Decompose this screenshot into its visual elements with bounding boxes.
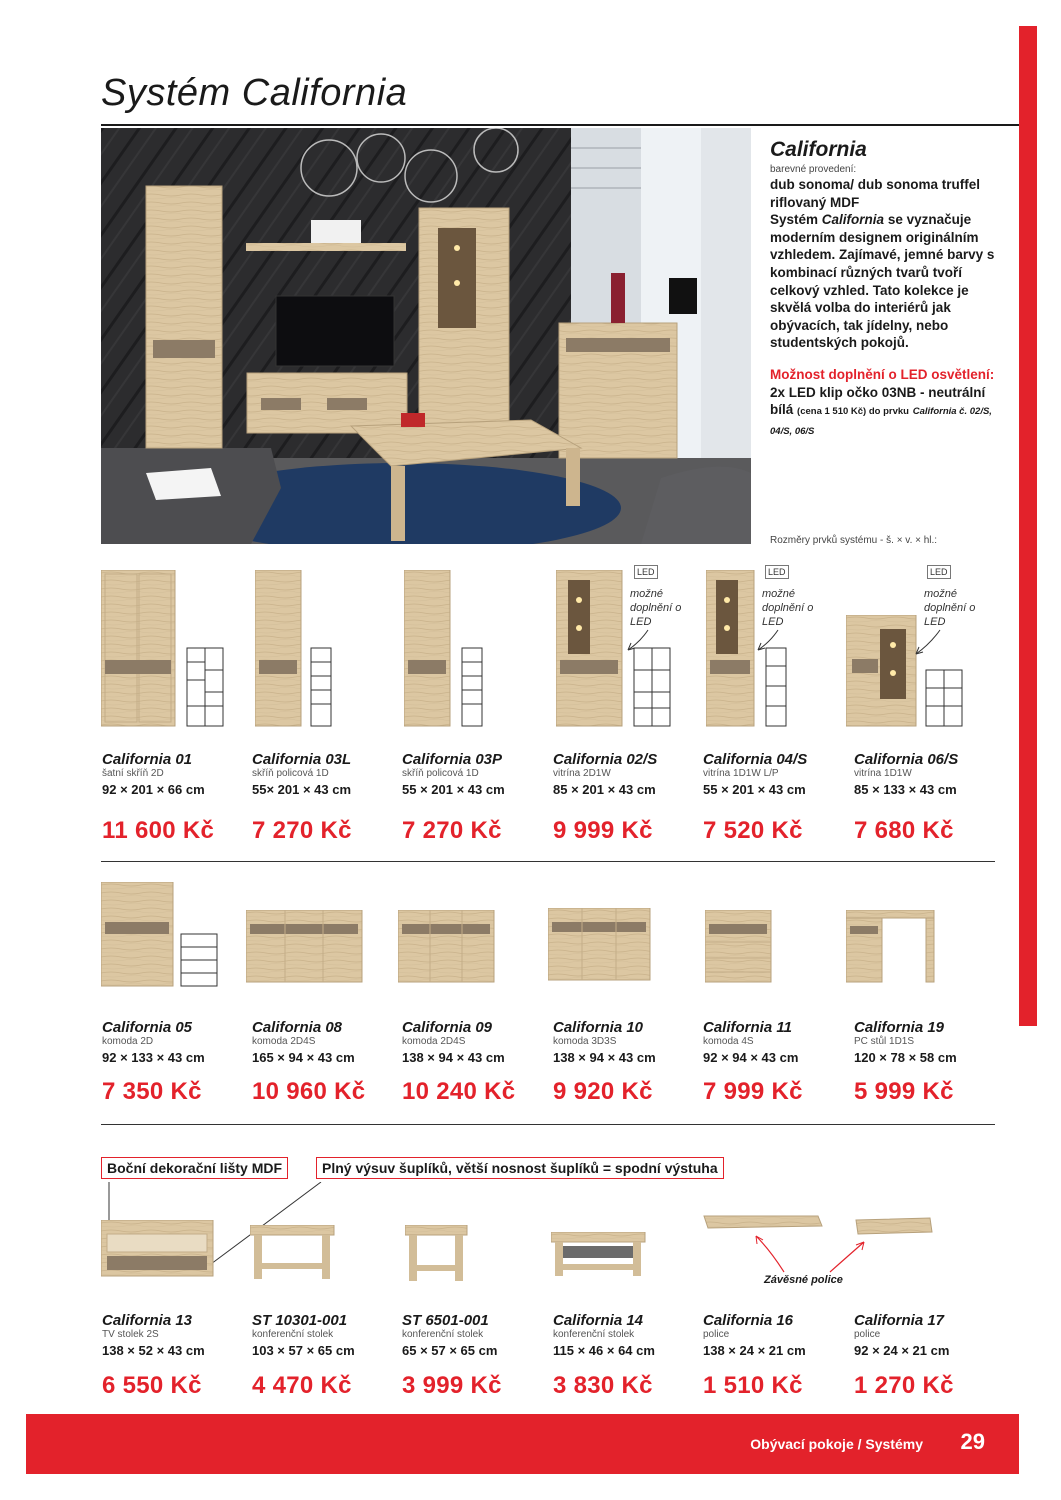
california-13-image bbox=[101, 1220, 221, 1280]
st-10301-001-image bbox=[250, 1225, 340, 1285]
product-card bbox=[252, 1312, 402, 1399]
product-type: vitrína 1D1W L/P bbox=[703, 768, 779, 779]
product-dimensions: 92 × 24 × 21 cm bbox=[854, 1343, 950, 1358]
product-name: California 10 bbox=[553, 1019, 644, 1036]
material: riflovaný MDF bbox=[770, 194, 860, 210]
product-price: 4 470 Kč bbox=[252, 1372, 352, 1399]
product-price: 1 270 Kč bbox=[854, 1372, 954, 1399]
st-6501-001-image bbox=[405, 1225, 475, 1285]
product-type: police bbox=[703, 1329, 730, 1340]
product-dimensions: 138 × 52 × 43 cm bbox=[102, 1343, 205, 1358]
led-badge-02s: LED bbox=[634, 565, 658, 579]
colors-value: dub sonoma/ dub sonoma truffel bbox=[770, 177, 980, 192]
product-dimensions: 85 × 201 × 43 cm bbox=[553, 782, 656, 797]
california-11-image bbox=[705, 910, 775, 990]
product-price: 7 680 Kč bbox=[854, 817, 954, 844]
product-dimensions: 138 × 24 × 21 cm bbox=[703, 1343, 806, 1358]
product-name: California 13 bbox=[102, 1312, 193, 1329]
shelf-label: Závěsné police bbox=[764, 1274, 843, 1286]
product-card bbox=[854, 751, 1004, 844]
led-arrows bbox=[600, 620, 1000, 670]
row-divider bbox=[101, 861, 995, 862]
product-type: komoda 2D4S bbox=[402, 1036, 466, 1047]
product-card bbox=[252, 1019, 402, 1105]
product-type: konferenční stolek bbox=[553, 1329, 635, 1340]
product-type: komoda 4S bbox=[703, 1036, 754, 1047]
product-card bbox=[102, 1019, 252, 1105]
page-title: Systém California bbox=[101, 72, 408, 114]
product-type: TV stolek 2S bbox=[102, 1329, 159, 1340]
product-dimensions: 92 × 94 × 43 cm bbox=[703, 1050, 799, 1065]
product-name: California 11 bbox=[703, 1019, 792, 1036]
led-note-06s: možné doplnění o LED bbox=[924, 588, 976, 628]
product-price: 7 270 Kč bbox=[252, 817, 352, 844]
product-price: 3 830 Kč bbox=[553, 1372, 653, 1399]
product-card bbox=[402, 751, 552, 844]
product-dimensions: 120 × 78 × 58 cm bbox=[854, 1050, 957, 1065]
california-08-image bbox=[246, 910, 366, 990]
dimensions-note: Rozměry prvků systému - š. × v. × hl.: bbox=[770, 535, 938, 546]
product-price: 10 960 Kč bbox=[252, 1078, 366, 1105]
row-divider bbox=[101, 1124, 995, 1125]
product-name: California 02/S bbox=[553, 751, 658, 768]
callout-drawers: Plný výsuv šuplíků, větší nosnost šuplíků = spodní výstuha bbox=[316, 1157, 724, 1179]
product-type: skříň policová 1D bbox=[252, 768, 329, 779]
product-dimensions: 138 × 94 × 43 cm bbox=[402, 1050, 505, 1065]
product-type: šatní skříň 2D bbox=[102, 768, 164, 779]
product-type: komoda 3D3S bbox=[553, 1036, 617, 1047]
product-price: 5 999 Kč bbox=[854, 1078, 954, 1105]
product-dimensions: 138 × 94 × 43 cm bbox=[553, 1050, 656, 1065]
collection-info bbox=[770, 138, 1000, 440]
product-name: California 09 bbox=[402, 1019, 493, 1036]
california-03l-image bbox=[255, 570, 345, 730]
led-note-02s: možné doplnění o LED bbox=[630, 588, 682, 628]
product-card bbox=[102, 1312, 252, 1399]
product-name: California 19 bbox=[854, 1019, 945, 1036]
product-type: vitrína 1D1W bbox=[854, 768, 912, 779]
product-type: skříň policová 1D bbox=[402, 768, 479, 779]
product-type: konferenční stolek bbox=[402, 1329, 484, 1340]
product-name: California 08 bbox=[252, 1019, 343, 1036]
product-price: 9 999 Kč bbox=[553, 817, 653, 844]
product-name: California 01 bbox=[102, 751, 193, 768]
product-card bbox=[102, 751, 252, 844]
led-badge-04s: LED bbox=[765, 565, 789, 579]
living-room-illustration bbox=[101, 128, 751, 544]
product-name: California 03L bbox=[252, 751, 352, 768]
california-05-image bbox=[101, 882, 231, 992]
product-dimensions: 92 × 201 × 66 cm bbox=[102, 782, 205, 797]
product-card bbox=[703, 1019, 853, 1105]
product-price: 7 350 Kč bbox=[102, 1078, 202, 1105]
product-card bbox=[854, 1019, 1004, 1105]
title-divider bbox=[101, 124, 1019, 126]
product-name: California 16 bbox=[703, 1312, 794, 1329]
product-card bbox=[402, 1019, 552, 1105]
product-dimensions: 65 × 57 × 65 cm bbox=[402, 1343, 498, 1358]
product-dimensions: 55 × 201 × 43 cm bbox=[402, 782, 505, 797]
california-03p-image bbox=[404, 570, 494, 730]
product-card bbox=[703, 1312, 853, 1399]
product-dimensions: 55× 201 × 43 cm bbox=[252, 782, 352, 797]
california-14-image bbox=[551, 1232, 651, 1282]
california-10-image bbox=[548, 908, 658, 988]
product-type: vitrína 2D1W bbox=[553, 768, 611, 779]
product-price: 1 510 Kč bbox=[703, 1372, 803, 1399]
product-price: 3 999 Kč bbox=[402, 1372, 502, 1399]
page-number: 29 bbox=[960, 1429, 985, 1454]
led-description: 2x LED klip očko 03NB - neutrální bílá (cena 1 510 Kč) do prvku California č. 02/S, 04/S, 06/S bbox=[770, 384, 992, 437]
product-price: 7 270 Kč bbox=[402, 817, 502, 844]
california-09-image bbox=[398, 910, 498, 990]
product-name: California 04/S bbox=[703, 751, 808, 768]
product-dimensions: 85 × 133 × 43 cm bbox=[854, 782, 957, 797]
product-price: 9 920 Kč bbox=[553, 1078, 653, 1105]
product-name: California 14 bbox=[553, 1312, 644, 1329]
colors-label: barevné provedení: bbox=[770, 164, 857, 175]
product-card bbox=[553, 751, 703, 844]
side-accent-bar bbox=[1019, 26, 1037, 1026]
collection-description: Systém California se vyznačuje moderním designem originálním vzhledem. Zajímavé, jemné barvy s kombinací různých tvarů tvoří celkový vzhled. Tato kolekce je skvělá volba do interiérů jak obývacích, tak jídelny, nebo studentských pokojů. bbox=[770, 212, 995, 351]
product-price: 11 600 Kč bbox=[102, 817, 215, 844]
product-card bbox=[553, 1019, 703, 1105]
product-dimensions: 103 × 57 × 65 cm bbox=[252, 1343, 355, 1358]
product-card bbox=[854, 1312, 1004, 1399]
led-heading: Možnost doplnění o LED osvětlení: bbox=[770, 366, 995, 382]
product-price: 6 550 Kč bbox=[102, 1372, 202, 1399]
product-card bbox=[553, 1312, 703, 1399]
product-name: California 05 bbox=[102, 1019, 193, 1036]
product-card bbox=[402, 1312, 552, 1399]
product-card bbox=[252, 751, 402, 844]
california-01-image bbox=[101, 570, 231, 730]
product-card bbox=[703, 751, 853, 844]
product-name: California 03P bbox=[402, 751, 503, 768]
product-type: konferenční stolek bbox=[252, 1329, 334, 1340]
product-name: California 06/S bbox=[854, 751, 959, 768]
led-note-04s: možné doplnění o LED bbox=[762, 588, 814, 628]
product-type: komoda 2D4S bbox=[252, 1036, 316, 1047]
product-dimensions: 92 × 133 × 43 cm bbox=[102, 1050, 205, 1065]
product-name: California 17 bbox=[854, 1312, 945, 1329]
product-dimensions: 55 × 201 × 43 cm bbox=[703, 782, 806, 797]
product-dimensions: 115 × 46 × 64 cm bbox=[553, 1343, 655, 1358]
hero-room-photo bbox=[101, 128, 751, 544]
callout-side-trims: Boční dekorační lišty MDF bbox=[101, 1157, 288, 1179]
product-type: PC stůl 1D1S bbox=[854, 1036, 915, 1047]
product-type: komoda 2D bbox=[102, 1036, 154, 1047]
product-dimensions: 165 × 94 × 43 cm bbox=[252, 1050, 355, 1065]
product-name: ST 6501-001 bbox=[402, 1312, 489, 1329]
footer-section: Obývací pokoje / Systémy bbox=[750, 1436, 923, 1452]
product-price: 7 999 Kč bbox=[703, 1078, 803, 1105]
product-type: police bbox=[854, 1329, 881, 1340]
product-price: 10 240 Kč bbox=[402, 1078, 516, 1105]
product-name: ST 10301-001 bbox=[252, 1312, 348, 1329]
california-16-17-image bbox=[700, 1212, 940, 1282]
product-price: 7 520 Kč bbox=[703, 817, 803, 844]
led-badge-06s: LED bbox=[927, 565, 951, 579]
california-19-image bbox=[846, 910, 946, 985]
footer-bar bbox=[26, 1414, 1019, 1474]
collection-name: California bbox=[770, 138, 867, 161]
